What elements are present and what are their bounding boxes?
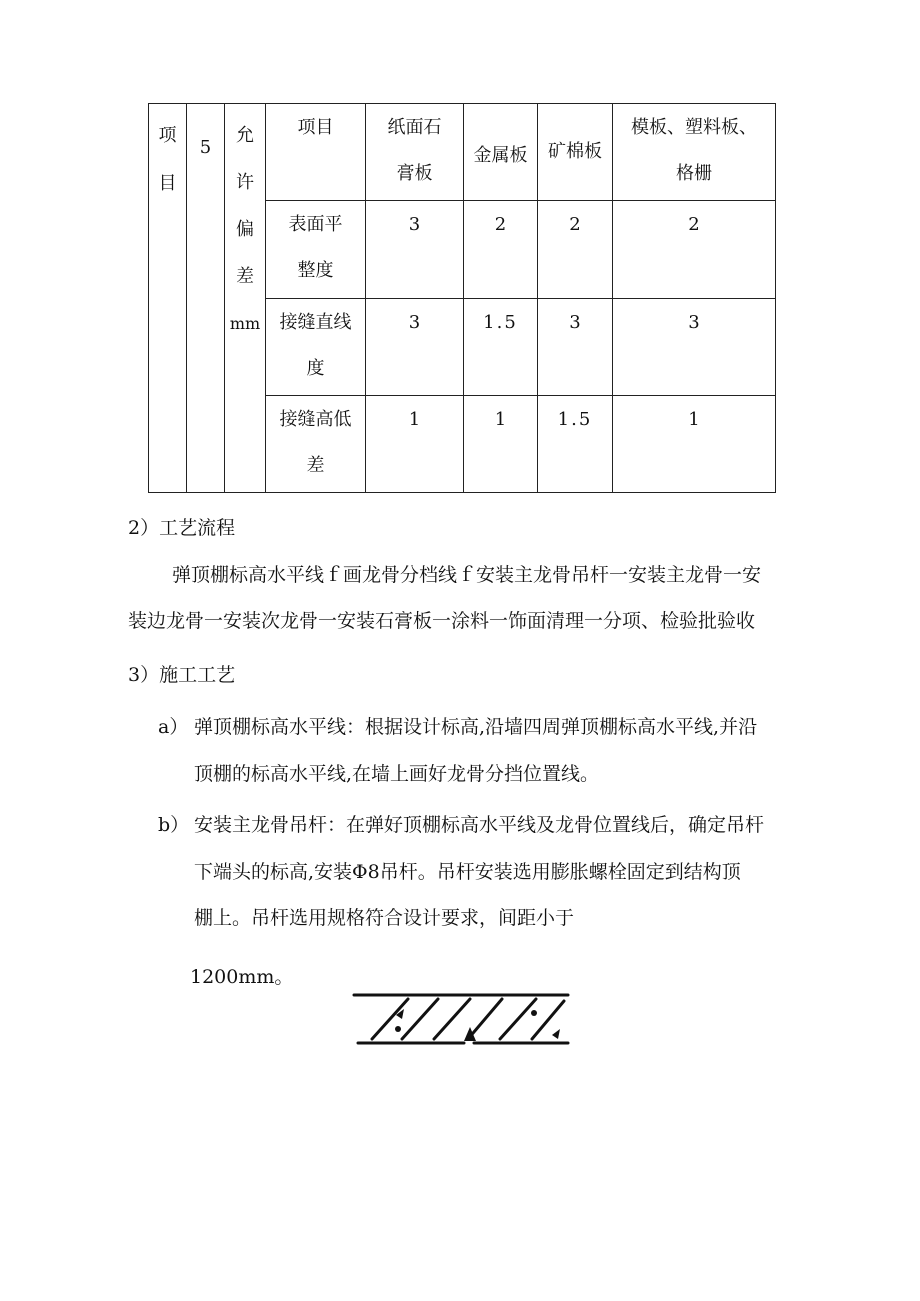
table-cell: 1.5	[464, 298, 538, 395]
table-cell: 2	[464, 201, 538, 298]
project-vertical-label: 项 目	[149, 104, 187, 493]
header-metal-board: 金属板	[464, 104, 538, 201]
item-b-line-1: 安装主龙骨吊杆：在弹好顶棚标高水平线及龙骨位置线后，确定吊杆	[194, 814, 765, 836]
item-b-line-2: 下端头的标高,安装Φ8吊杆。吊杆安装选用膨胀螺栓固定到结构顶	[194, 861, 741, 883]
table-cell: 3	[538, 298, 613, 395]
row-label-surface-flatness: 表面平 整度	[266, 201, 366, 298]
header-template-plastic-grille: 模板、塑料板、 格栅	[613, 104, 776, 201]
header-item: 项目	[266, 104, 366, 201]
row-label-joint-height-difference: 接缝高低 差	[266, 395, 366, 492]
row-label-joint-straightness: 接缝直线 度	[266, 298, 366, 395]
item-b-line-3: 棚上。吊杆选用规格符合设计要求，间距小于	[194, 907, 575, 929]
table-cell: 1	[613, 395, 776, 492]
header-mineral-wool-board: 矿棉板	[538, 104, 613, 201]
table-cell: 2	[613, 201, 776, 298]
table-cell: 3	[366, 201, 464, 298]
item-a-line-1: 弹顶棚标高水平线：根据设计标高,沿墙四周弹顶棚标高水平线,并沿	[194, 716, 758, 738]
table-cell: 3	[366, 298, 464, 395]
section-3-title: 3）施工工艺	[128, 664, 236, 686]
table-cell: 3	[613, 298, 776, 395]
hatched-slab-sketch-icon	[352, 991, 572, 1047]
section-2-title: 2）工艺流程	[128, 517, 236, 539]
allowed-deviation-label: 允 许 偏 差 mm	[225, 104, 266, 493]
table-cell: 1	[366, 395, 464, 492]
process-flow-line-2: 装边龙骨一安装次龙骨一安装石膏板一涂料一饰面清理一分项、检验批验收	[128, 610, 756, 632]
item-a-line-2: 顶棚的标高水平线,在墙上画好龙骨分挡位置线。	[194, 763, 600, 785]
item-b-spacing-value: 1200mm。	[190, 966, 294, 988]
table-cell: 2	[538, 201, 613, 298]
table-cell: 1.5	[538, 395, 613, 492]
process-flow-line-1: 弹顶棚标高水平线ｆ画龙骨分档线ｆ安装主龙骨吊杆一安装主龙骨一安	[172, 564, 762, 586]
header-gypsum-board: 纸面石 膏板	[366, 104, 464, 201]
table-cell: 1	[464, 395, 538, 492]
tolerance-table	[148, 103, 776, 493]
item-b-marker: b）	[158, 814, 190, 836]
project-number: 5	[187, 104, 225, 493]
item-a-marker: a）	[158, 716, 189, 738]
